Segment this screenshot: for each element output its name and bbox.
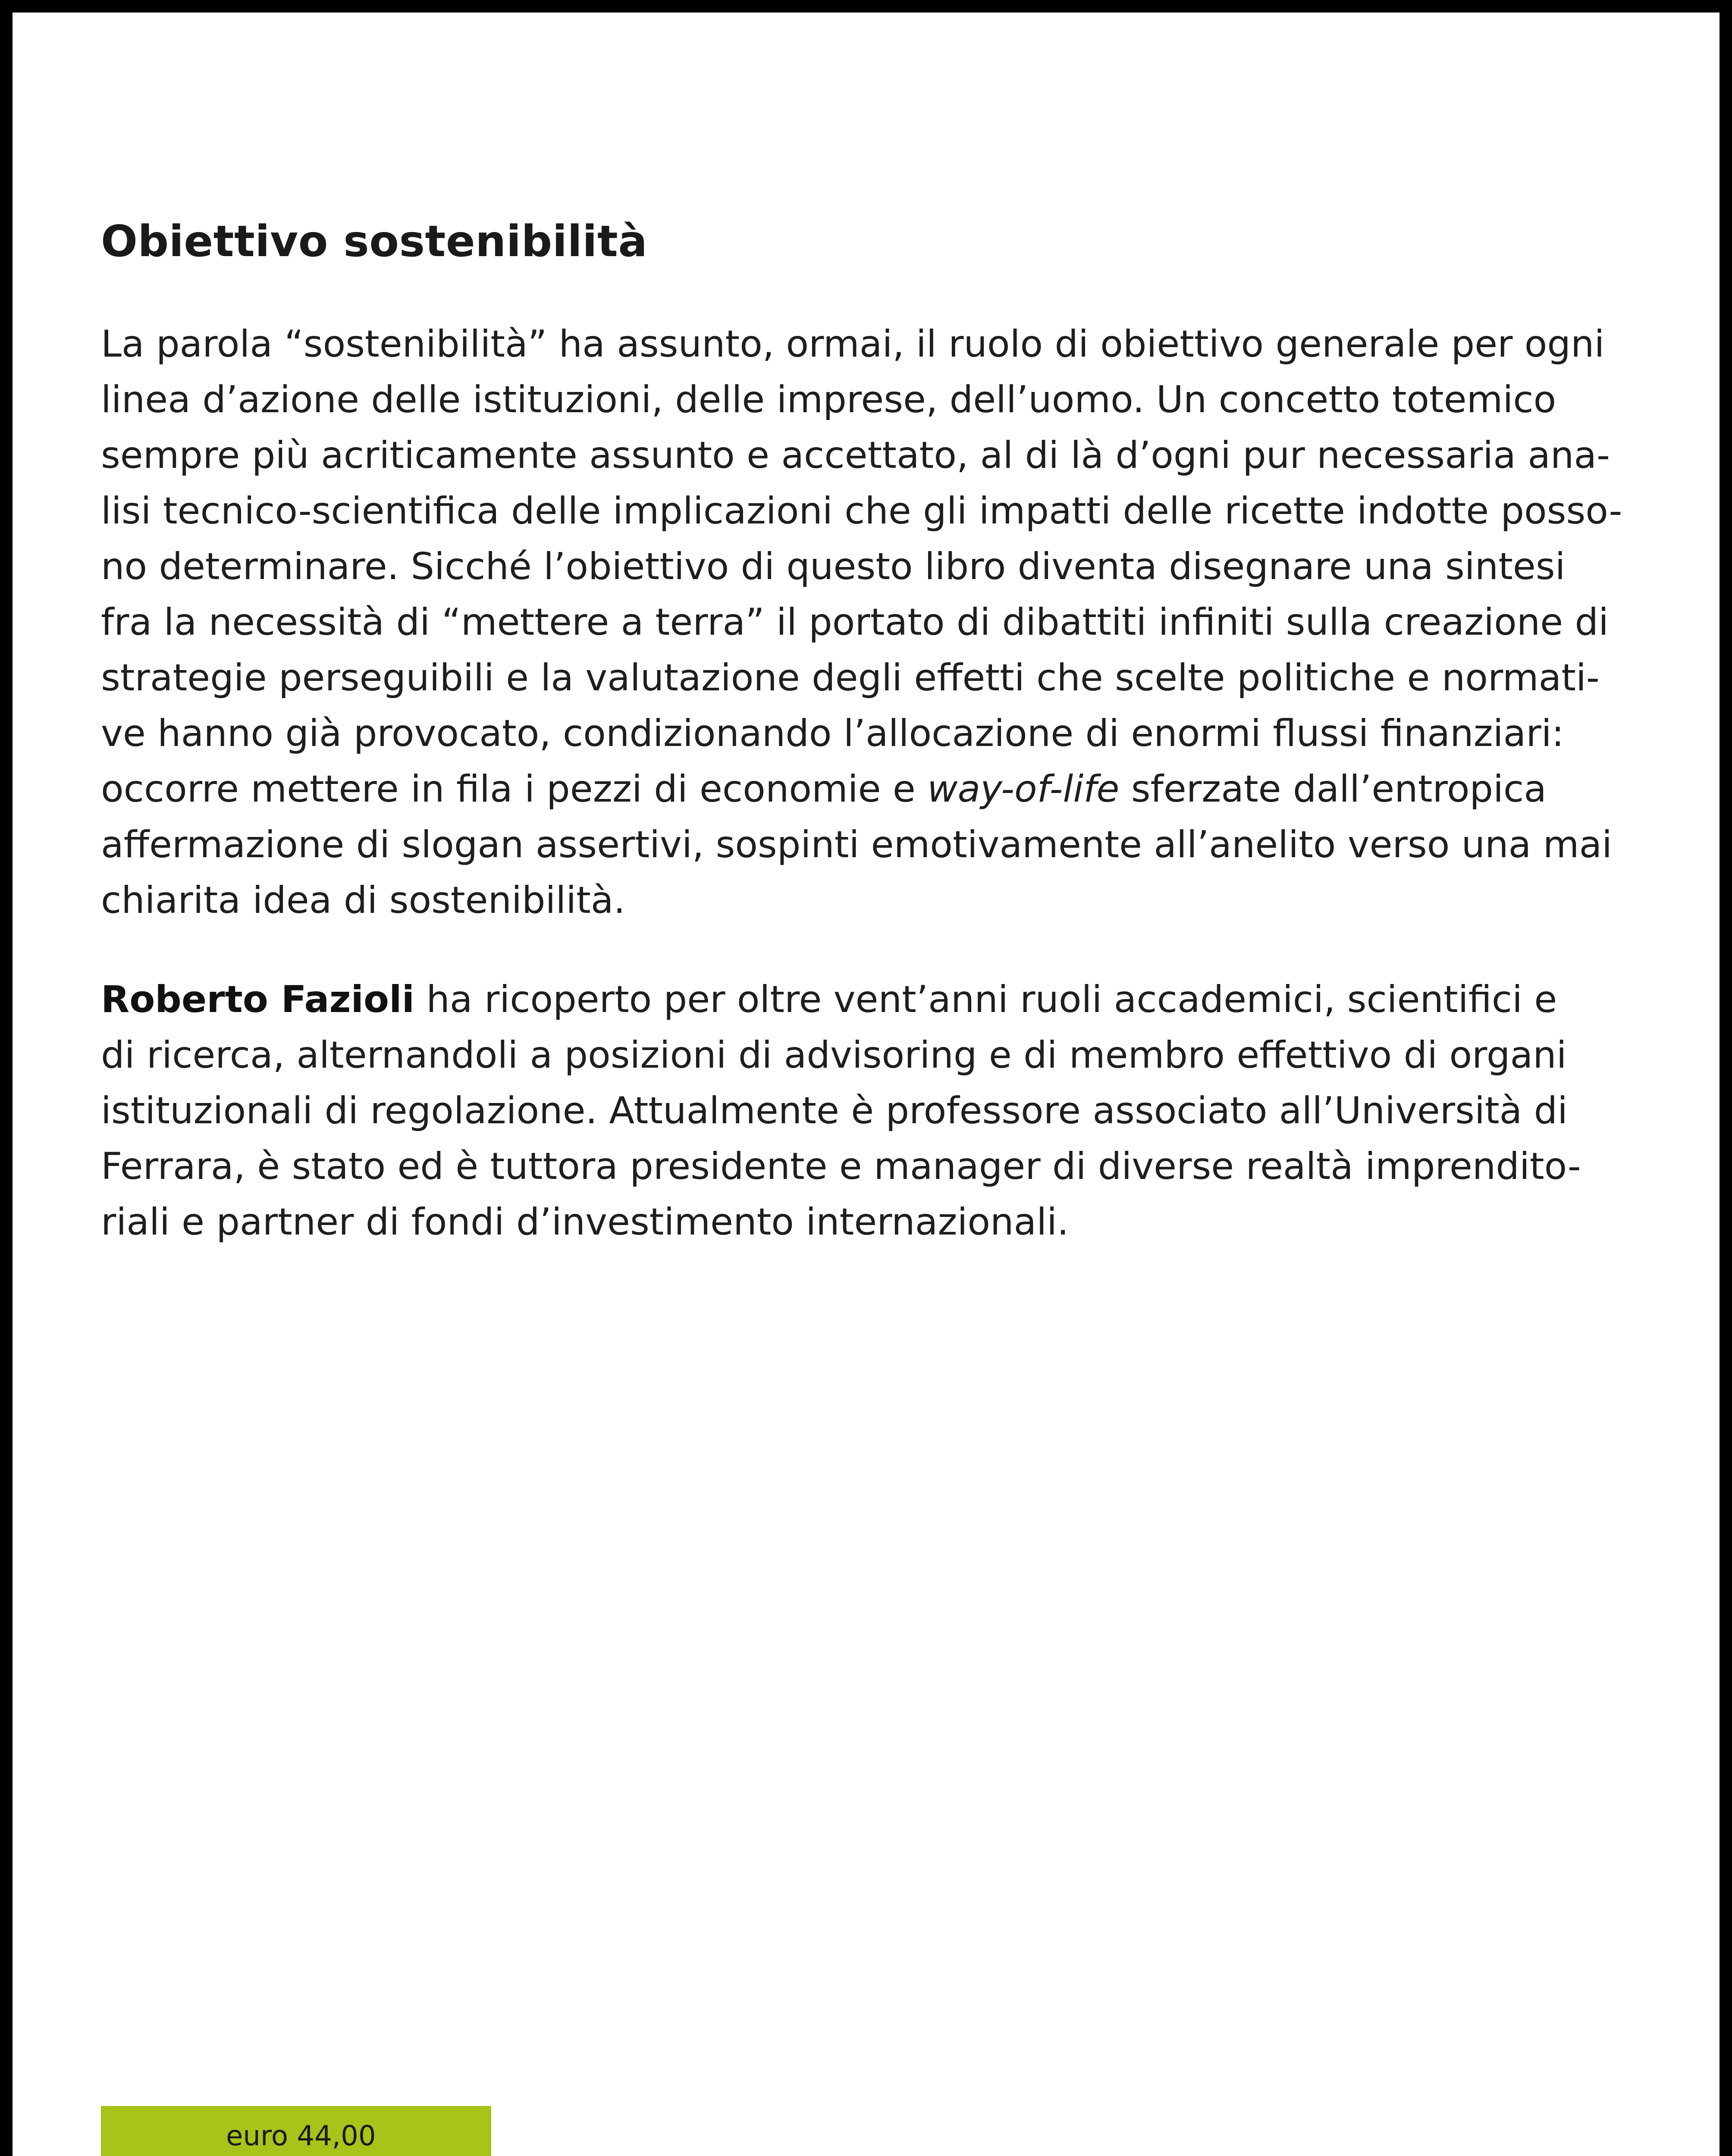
author-bio-line: Ferrara, è stato ed è tuttora presidente e manager di diverse realtà imprendito- (101, 1145, 1581, 1188)
description-line: linea d’azione delle istituzioni, delle imprese, dell’uomo. Un concetto totemico (101, 378, 1556, 421)
book-description (101, 317, 1623, 928)
back-cover (13, 13, 1719, 2156)
author-bio-first-line-text: ha ricoperto per oltre vent’anni ruoli accademici, scientifici e (414, 978, 1557, 1021)
description-line: sempre più acriticamente assunto e accettato, al di là d’ogni pur necessaria ana- (101, 434, 1610, 477)
description-line: ve hanno già provocato, condizionando l’allocazione di enormi flussi finanziari: (101, 712, 1564, 755)
author-bio (101, 972, 1623, 1250)
description-line: strategie perseguibili e la valutazione degli effetti che scelte politiche e normati- (101, 656, 1600, 699)
price-label: euro 44,00 (226, 2120, 376, 2152)
author-bio-line: riali e partner di fondi d’investimento internazionali. (101, 1200, 1069, 1244)
author-bio-line (101, 972, 1623, 1028)
description-line: occorre mettere in fila i pezzi di economie e way-of-life sferzate dall’entropica (101, 768, 1547, 811)
description-line: chiarita idea di sostenibilità. (101, 879, 625, 922)
description-line: La parola “sostenibilità” ha assunto, ormai, il ruolo di obiettivo generale per ogni (101, 323, 1605, 366)
price-band (101, 2106, 491, 2156)
description-line: lisi tecnico-scientifica delle implicazioni che gli impatti delle ricette indotte posso- (101, 489, 1622, 533)
description-line: affermazione di slogan assertivi, sospinti emotivamente all’anelito verso una mai (101, 823, 1613, 866)
description-line: no determinare. Sicché l’obiettivo di questo libro diventa disegnare una sintesi (101, 545, 1566, 588)
author-bio-line: istituzionali di regolazione. Attualmente è professore associato all’Università di (101, 1089, 1568, 1132)
book-title: Obiettivo sostenibilità (101, 216, 648, 266)
author-bio-line: di ricerca, alternandoli a posizioni di advisoring e di membro effettivo di organi (101, 1034, 1567, 1077)
author-name: Roberto Fazioli (101, 978, 415, 1021)
description-line: fra la necessità di “mettere a terra” il portato di dibattiti infiniti sulla creazione di (101, 601, 1609, 644)
